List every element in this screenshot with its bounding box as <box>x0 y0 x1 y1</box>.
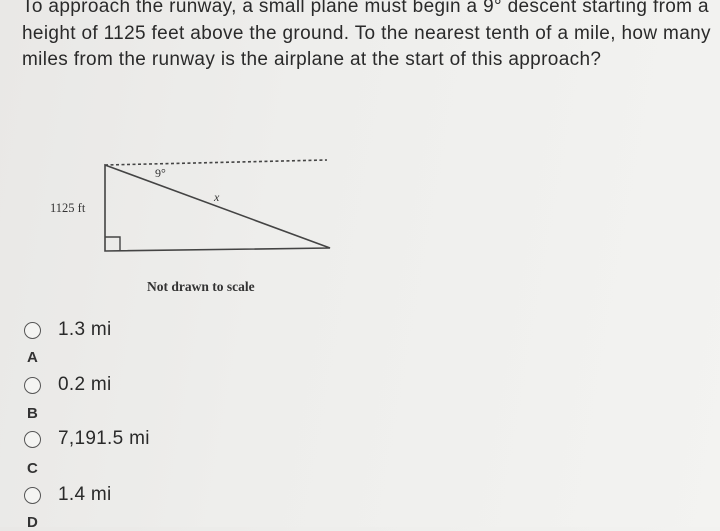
choice-a[interactable] <box>24 313 112 347</box>
choice-b-text: 0.2 mi <box>58 374 112 395</box>
angle-label: 9° <box>155 166 166 180</box>
right-angle-marker <box>105 237 120 251</box>
choice-d-letter: D <box>27 514 38 531</box>
choice-b-letter: B <box>27 405 38 422</box>
choice-a-letter: A <box>27 349 38 366</box>
choice-d[interactable] <box>24 478 112 512</box>
choice-c[interactable] <box>24 422 150 456</box>
question-text: To approach the runway, a small plane must begin a 9° descent starting from a height of 1125 feet above the ground. To the nearest tenth of a mile, how many miles from the runway is the airplane at the start of this approach? <box>22 0 711 70</box>
radio-button-c[interactable] <box>24 431 41 448</box>
choice-d-text: 1.4 mi <box>58 484 112 505</box>
not-to-scale-note: Not drawn to scale <box>147 279 255 294</box>
horizontal-dashed-line <box>105 160 327 165</box>
triangle-shape <box>105 165 330 251</box>
radio-button-b[interactable] <box>24 377 41 394</box>
choice-c-letter: C <box>27 460 38 477</box>
choice-c-text: 7,191.5 mi <box>58 428 150 449</box>
triangle-figure <box>40 150 340 300</box>
right-triangle-diagram <box>40 150 340 300</box>
radio-button-d[interactable] <box>24 487 41 504</box>
radio-button-a[interactable] <box>24 322 41 339</box>
hypotenuse-label: x <box>214 190 220 204</box>
height-label: 1125 ft <box>50 201 86 215</box>
choice-b[interactable] <box>24 368 112 402</box>
choice-a-text: 1.3 mi <box>58 319 112 340</box>
